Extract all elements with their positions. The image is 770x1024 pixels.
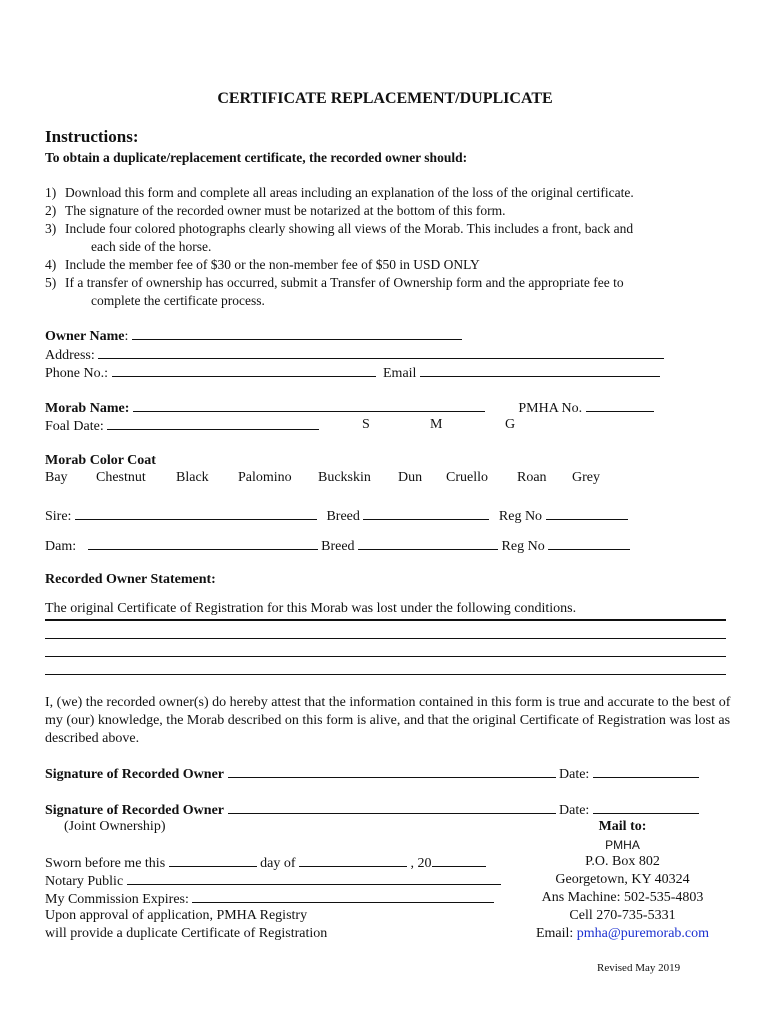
sire-reg-label: Reg No <box>498 509 543 524</box>
address-label: Address: <box>45 348 95 363</box>
joint-ownership-label: (Joint Ownership) <box>64 819 166 834</box>
sire-breed-field[interactable] <box>363 507 489 520</box>
color-option-chestnut[interactable]: Chestnut <box>96 470 146 485</box>
foal-date-row <box>45 417 319 435</box>
signature-row-2 <box>45 801 699 819</box>
color-coat-options <box>0 470 770 488</box>
dam-row <box>45 537 630 555</box>
notary-row <box>45 872 501 890</box>
dam-label: Dam: <box>45 539 77 554</box>
instruction-item-continued: each side of the horse. <box>91 239 212 254</box>
color-option-dun[interactable]: Dun <box>398 470 423 485</box>
date-field[interactable] <box>593 765 699 778</box>
address-field[interactable] <box>98 346 664 359</box>
dam-breed-label: Breed <box>321 539 355 554</box>
owner-name-field[interactable] <box>132 327 462 340</box>
mail-city: Georgetown, KY 40324 <box>555 872 690 887</box>
sex-option-g[interactable]: G <box>505 417 516 432</box>
color-option-buckskin[interactable]: Buckskin <box>318 470 371 485</box>
statement-line[interactable] <box>45 638 726 639</box>
sire-reg-field[interactable] <box>546 507 628 520</box>
sire-field[interactable] <box>75 507 317 520</box>
sex-option-m[interactable]: M <box>430 417 443 432</box>
dam-breed-field[interactable] <box>358 537 498 550</box>
morab-name-label: Morab Name: <box>45 401 130 416</box>
signature-field[interactable] <box>228 765 556 778</box>
commission-label: My Commission Expires: <box>45 892 189 907</box>
email-label: Email <box>383 366 417 381</box>
mail-email-link[interactable]: pmha@puremorab.com <box>576 926 710 941</box>
commission-field[interactable] <box>192 890 494 903</box>
phone-email-row <box>45 364 660 382</box>
phone-field[interactable] <box>112 364 376 377</box>
sire-row <box>45 507 628 525</box>
owner-name-row: Owner Name: <box>45 327 462 345</box>
instruction-item: 4) Include the member fee of $30 or the non-member fee of $50 in USD ONLY <box>45 257 480 272</box>
date-label: Date: <box>559 803 590 818</box>
year-prefix-label: , 20 <box>410 856 432 871</box>
color-coat-heading: Morab Color Coat <box>45 453 156 468</box>
color-option-bay[interactable]: Bay <box>45 470 68 485</box>
instructions-subheading: To obtain a duplicate/replacement certificate, the recorded owner should: <box>45 150 468 165</box>
pmha-no-label: PMHA No. <box>518 401 583 416</box>
date-label: Date: <box>559 767 590 782</box>
instruction-item: 1) Download this form and complete all areas including an explanation of the loss of the original certificate. <box>45 185 634 200</box>
joint-date-field[interactable] <box>593 801 699 814</box>
dam-reg-label: Reg No <box>501 539 545 554</box>
signature-label: Signature of Recorded Owner <box>45 767 224 782</box>
signature-row-1 <box>45 765 699 783</box>
sex-option-s[interactable]: S <box>362 417 370 432</box>
notary-label: Notary Public <box>45 874 124 889</box>
sworn-day-field[interactable] <box>169 854 257 867</box>
dam-field[interactable] <box>88 537 318 550</box>
sire-label: Sire: <box>45 509 72 524</box>
foal-date-label: Foal Date: <box>45 419 104 434</box>
mail-answering-machine: Ans Machine: 502-535-4803 <box>541 890 704 905</box>
morab-name-field[interactable] <box>133 399 485 412</box>
day-of-label: day of <box>260 856 296 871</box>
mail-cell: Cell 270-735-5331 <box>569 908 676 923</box>
instructions-heading: Instructions: <box>45 127 139 146</box>
attest-paragraph: I, (we) the recorded owner(s) do hereby attest that the information contained in this form is true and accurate to the best of my (our) knowledge, the Morab described on this form is alive, and that the original Certificate of Registration was lost as described above. <box>45 695 731 746</box>
color-option-grey[interactable]: Grey <box>572 470 600 485</box>
email-field[interactable] <box>420 364 660 377</box>
owner-name-label: Owner Name <box>45 329 125 344</box>
commission-row <box>45 890 494 908</box>
address-row <box>45 346 664 364</box>
dam-reg-field[interactable] <box>548 537 630 550</box>
statement-lost-text: The original Certificate of Registration for this Morab was lost under the following conditions. <box>45 601 577 616</box>
mail-org: PMHA <box>605 838 640 852</box>
sworn-year-field[interactable] <box>432 854 486 867</box>
statement-line[interactable] <box>45 674 726 675</box>
signature-label-joint: Signature of Recorded Owner <box>45 803 224 818</box>
color-option-cruello[interactable]: Cruello <box>446 470 488 485</box>
mail-to-heading: Mail to: <box>598 819 647 834</box>
instruction-item-continued: complete the certificate process. <box>91 293 265 308</box>
joint-signature-field[interactable] <box>228 801 556 814</box>
sworn-label: Sworn before me this <box>45 856 166 871</box>
sire-breed-label: Breed <box>326 509 360 524</box>
mail-email-row <box>520 926 725 942</box>
statement-heading: Recorded Owner Statement: <box>45 572 216 587</box>
color-option-palomino[interactable]: Palomino <box>238 470 292 485</box>
color-option-black[interactable]: Black <box>176 470 209 485</box>
notary-field[interactable] <box>127 872 501 885</box>
sworn-row <box>45 854 486 872</box>
phone-label: Phone No.: <box>45 366 108 381</box>
pmha-no-field[interactable] <box>586 399 654 412</box>
page-title: CERTIFICATE REPLACEMENT/DUPLICATE <box>217 90 553 107</box>
statement-line[interactable] <box>45 656 726 657</box>
revised-date: Revised May 2019 <box>597 962 681 974</box>
approval-text-2: will provide a duplicate Certificate of Registration <box>45 926 328 941</box>
sworn-month-field[interactable] <box>299 854 407 867</box>
color-option-roan[interactable]: Roan <box>517 470 547 485</box>
mail-email-label: Email: <box>535 926 574 941</box>
morab-name-row <box>45 399 654 417</box>
instruction-item: 3) Include four colored photographs clearly showing all views of the Morab. This includes a front, back and <box>45 221 634 236</box>
statement-line[interactable] <box>45 619 726 621</box>
foal-date-field[interactable] <box>107 417 319 430</box>
instruction-item: 5) If a transfer of ownership has occurred, submit a Transfer of Ownership form and the appropriate fee to <box>45 275 624 290</box>
mail-box: P.O. Box 802 <box>585 854 660 869</box>
approval-text-1: Upon approval of application, PMHA Registry <box>45 908 308 923</box>
instruction-item: 2) The signature of the recorded owner must be notarized at the bottom of this form. <box>45 203 506 218</box>
